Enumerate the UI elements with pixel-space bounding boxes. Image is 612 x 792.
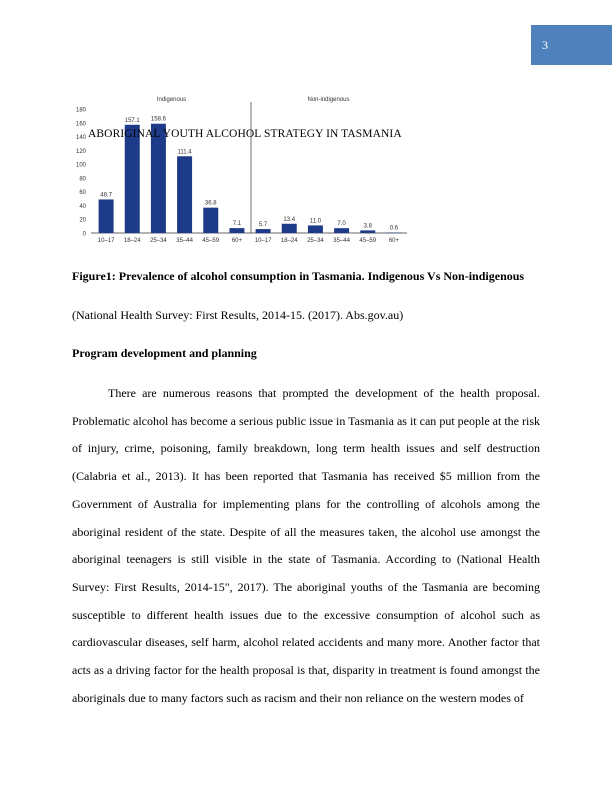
bar-value-label: 48.7: [100, 192, 112, 199]
x-tick-label: 10–17: [254, 238, 272, 244]
x-tick-label: 10–17: [97, 238, 115, 244]
bar-value-label: 36.8: [204, 200, 217, 207]
x-tick-label: 35–44: [333, 238, 350, 244]
x-tick-label: 25–34: [307, 238, 324, 244]
body-paragraph: There are numerous reasons that prompted the development of the health proposal. Problematic alcohol has become a serious public issue in Tasmania as it can put people at the risk of injury, crime, poisoning, family breakdown, long term health issues and self destruction (Calabria et al., 2013). It has been reported that Tasmania has received $5 million from the Government of Australia for implementing plans for the controlling of alcohols among the aboriginal resident of the state. Despite of all the measures taken, the alcohol use amongst the aboriginal teenagers is still visible in the state of Tasmania. According to (National Health Survey: First Results, 2014-15", 2017). The aboriginal youths of the Tasmania are becoming susceptible to different health issues due to the excessive consumption of alcohol such as cardiovascular diseases, self harm, alcohol related accidents and many more. Another factor that acts as a driving factor for the health proposal is that, disparity in treatment is found amongst the aboriginals due to many factors such as racism and their non reliance on the western modes of: [72, 386, 540, 705]
section-heading: Program development and planning: [72, 346, 257, 360]
page-number-badge: [531, 25, 612, 65]
y-tick-label: 20: [79, 217, 86, 224]
x-tick-label: 45–59: [359, 238, 377, 244]
alcohol-prevalence-chart: [60, 90, 420, 250]
x-tick-label: 60+: [231, 238, 243, 244]
bar-value-label: 0.6: [389, 225, 399, 232]
page-number: 3: [542, 38, 548, 52]
x-tick-label: 35–44: [176, 238, 193, 244]
y-tick-label: 80: [79, 176, 86, 183]
y-tick-label: 100: [75, 162, 86, 169]
bar: [308, 225, 323, 233]
figure-caption: Figure1: Prevalence of alcohol consumption in Tasmania. Indigenous Vs Non-indigenous: [72, 269, 525, 283]
bar-value-label: 7.1: [232, 221, 242, 228]
figure-source: (National Health Survey: First Results, 2014-15. (2017). Abs.gov.au): [72, 308, 404, 322]
bar-value-label: 111.4: [177, 149, 192, 156]
bar: [203, 208, 218, 233]
x-tick-label: 60+: [388, 238, 400, 244]
bar-value-label: 13.4: [283, 216, 296, 223]
y-tick-label: 120: [75, 148, 86, 155]
y-tick-label: 40: [79, 203, 86, 210]
group-label: Indigenous: [156, 97, 187, 103]
bar: [229, 228, 244, 233]
x-tick-label: 45–59: [202, 238, 220, 244]
bar: [360, 230, 375, 233]
y-tick-label: 140: [75, 135, 86, 142]
bar: [151, 124, 166, 233]
x-tick-label: 18–24: [280, 238, 298, 244]
bar-value-label: 5.7: [258, 222, 268, 229]
x-tick-label: 18–24: [123, 238, 141, 244]
group-label: Non-indigenous: [307, 97, 350, 103]
running-head: ABORIGINAL YOUTH ALCOHOL STRATEGY IN TASMANIA: [88, 128, 402, 140]
y-tick-label: 60: [79, 190, 86, 197]
bar: [334, 228, 349, 233]
x-tick-label: 25–34: [150, 238, 167, 244]
y-tick-label: 160: [75, 121, 86, 128]
bar: [282, 224, 297, 233]
bar: [256, 229, 271, 233]
bar-value-label: 158.6: [150, 116, 166, 123]
bar: [177, 156, 192, 233]
bar-value-label: 3.8: [363, 223, 372, 230]
y-tick-label: 180: [75, 107, 86, 114]
bar-value-label: 7.0: [337, 221, 346, 228]
bar-value-label: 11.0: [309, 218, 322, 225]
y-tick-label: 0: [82, 231, 86, 238]
bar: [125, 125, 140, 233]
bar: [99, 199, 114, 233]
bar-value-label: 157.1: [124, 117, 140, 124]
